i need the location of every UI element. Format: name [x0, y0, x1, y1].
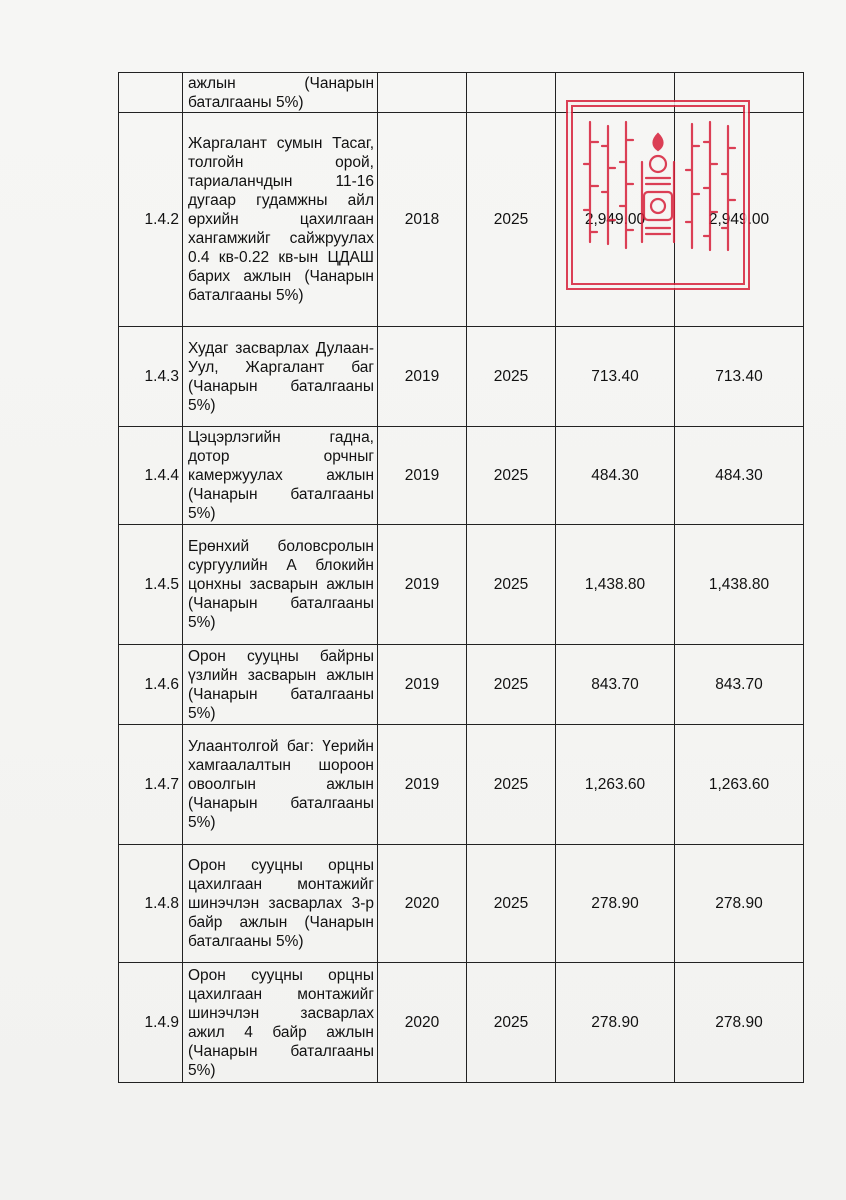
- table-row: [119, 963, 804, 1083]
- row-number: 1.4.6: [119, 645, 183, 725]
- row-amount-2: 278.90: [675, 963, 804, 1083]
- row-start-year: 2020: [378, 845, 467, 963]
- row-number: 1.4.4: [119, 427, 183, 525]
- row-amount-2: 1,263.60: [675, 725, 804, 845]
- row-description: Худаг засварлах Дулаан-Уул, Жаргалант баг (Чанарын баталгааны 5%): [183, 327, 378, 427]
- row-end-year: 2025: [467, 113, 556, 327]
- row-number: 1.4.5: [119, 525, 183, 645]
- row-end-year: 2025: [467, 645, 556, 725]
- row-description: Ерөнхий боловсролын сургуулийн А блокийн цонхны засварын ажлын (Чанарын баталгааны 5%): [183, 525, 378, 645]
- row-start-year: 2019: [378, 645, 467, 725]
- row-start-year: 2020: [378, 963, 467, 1083]
- row-amount-1: [556, 73, 675, 113]
- row-amount-1: 843.70: [556, 645, 675, 725]
- row-end-year: 2025: [467, 327, 556, 427]
- row-number: [119, 73, 183, 113]
- row-number: 1.4.2: [119, 113, 183, 327]
- row-end-year: 2025: [467, 525, 556, 645]
- row-description: Орон сууцны орцны цахилгаан монтажийг шинэчлэн засварлах 3-р байр ажлын (Чанарын баталгааны 5%): [183, 845, 378, 963]
- row-start-year: [378, 73, 467, 113]
- row-end-year: [467, 73, 556, 113]
- row-description: ажлын (Чанарын баталгааны 5%): [183, 73, 378, 113]
- row-amount-2: 484.30: [675, 427, 804, 525]
- row-description: Улаантолгой баг: Үерийн хамгаалалтын шороон овоолгын ажлын (Чанарын баталгааны 5%): [183, 725, 378, 845]
- table-body: [119, 73, 804, 1083]
- row-start-year: 2019: [378, 427, 467, 525]
- table-row: [119, 845, 804, 963]
- row-number: 1.4.7: [119, 725, 183, 845]
- table-row: [119, 645, 804, 725]
- row-description: Орон сууцны байрны үзлийн засварын ажлын (Чанарын баталгааны 5%): [183, 645, 378, 725]
- row-number: 1.4.3: [119, 327, 183, 427]
- row-amount-1: 2,949.00: [556, 113, 675, 327]
- row-number: 1.4.8: [119, 845, 183, 963]
- row-amount-1: 1,438.80: [556, 525, 675, 645]
- row-end-year: 2025: [467, 427, 556, 525]
- row-amount-2: [675, 73, 804, 113]
- row-start-year: 2019: [378, 327, 467, 427]
- row-start-year: 2019: [378, 525, 467, 645]
- table-row: [119, 725, 804, 845]
- row-amount-1: 278.90: [556, 963, 675, 1083]
- table-row: [119, 73, 804, 113]
- table-row: [119, 327, 804, 427]
- row-description: Жаргалант сумын Тасаг, толгойн орой, тариаланчдын 11-16 дугаар гудамжны айл өрхийн цахилгаан хангамжийг сайжруулах 0.4 кв-0.22 кв-ын ЦДАШ барих ажлын (Чанарын баталгааны 5%): [183, 113, 378, 327]
- row-start-year: 2018: [378, 113, 467, 327]
- row-amount-1: 484.30: [556, 427, 675, 525]
- budget-table: [118, 72, 804, 1083]
- row-amount-2: 1,438.80: [675, 525, 804, 645]
- row-description: Орон сууцны орцны цахилгаан монтажийг шинэчлэн засварлах ажил 4 байр ажлын (Чанарын баталгааны 5%): [183, 963, 378, 1083]
- row-amount-1: 278.90: [556, 845, 675, 963]
- table-row: [119, 525, 804, 645]
- row-amount-2: 843.70: [675, 645, 804, 725]
- row-description: Цэцэрлэгийн гадна, дотор орчныг камержуулах ажлын (Чанарын баталгааны 5%): [183, 427, 378, 525]
- table-row: [119, 113, 804, 327]
- row-start-year: 2019: [378, 725, 467, 845]
- row-amount-2: 2,949.00: [675, 113, 804, 327]
- row-end-year: 2025: [467, 725, 556, 845]
- row-amount-1: 1,263.60: [556, 725, 675, 845]
- row-amount-2: 713.40: [675, 327, 804, 427]
- row-amount-1: 713.40: [556, 327, 675, 427]
- row-end-year: 2025: [467, 963, 556, 1083]
- row-number: 1.4.9: [119, 963, 183, 1083]
- row-amount-2: 278.90: [675, 845, 804, 963]
- table-row: [119, 427, 804, 525]
- row-end-year: 2025: [467, 845, 556, 963]
